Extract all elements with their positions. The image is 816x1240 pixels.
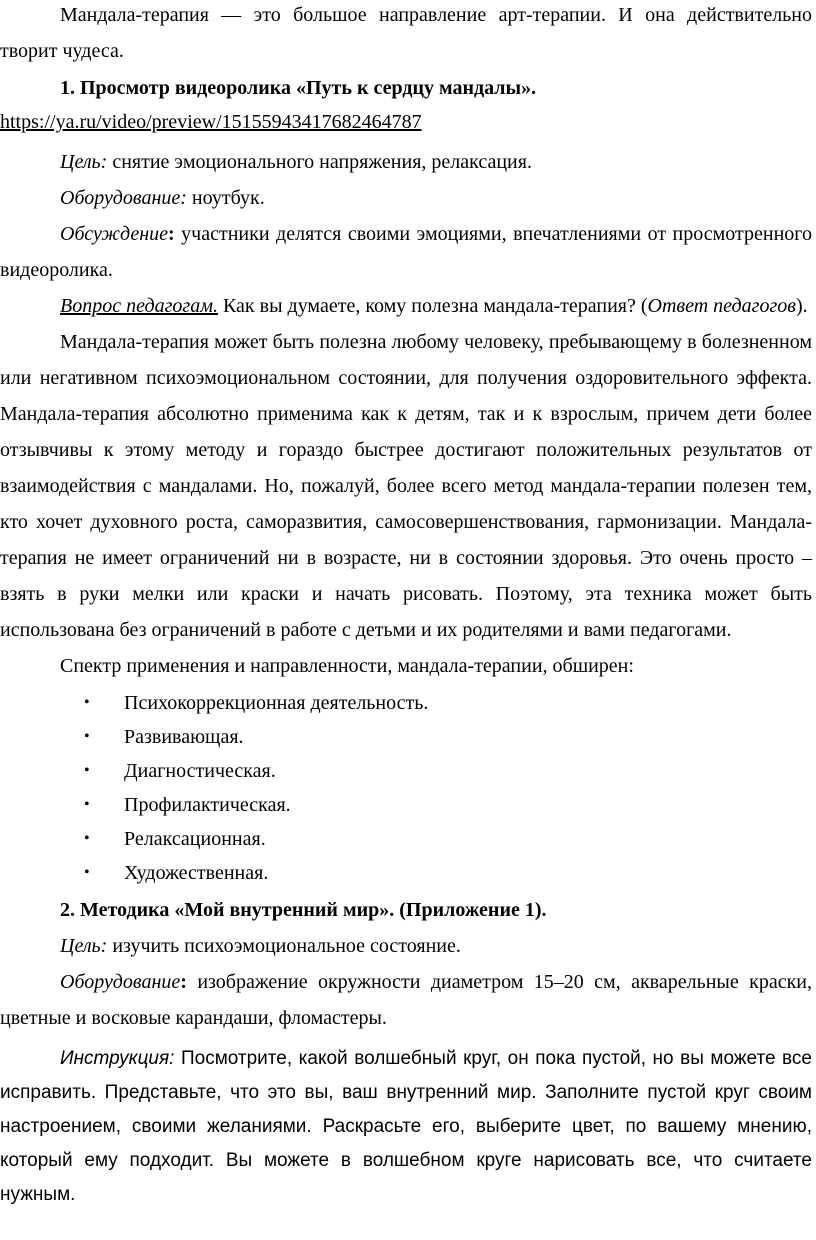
section-1-question <box>0 288 812 324</box>
spectrum-list <box>0 686 812 890</box>
goal-text: изучить психоэмоциональное состояние. <box>107 935 461 957</box>
discussion-text: участники делятся своими эмоциями, впечатлениями от просмотренного видеоролика. <box>0 223 812 281</box>
section-1-heading: 1. Просмотр видеоролика «Путь к сердцу мандалы». <box>60 77 537 99</box>
spectrum-intro: Спектр применения и направленности, мандала-терапии, обширен: <box>60 655 634 677</box>
bullet-icon: • <box>84 796 90 813</box>
section-2-heading: 2. Методика «Мой внутренний мир». (Приложение 1). <box>60 899 547 921</box>
list-item: • Художественная. <box>0 856 812 890</box>
section-1-discussion <box>0 216 812 288</box>
goal-label: Цель: <box>60 935 108 957</box>
list-item: • Развивающая. <box>0 720 812 754</box>
equipment-colon: : <box>180 971 187 993</box>
video-link[interactable]: https://ya.ru/video/preview/15155943417682464787 <box>0 111 422 133</box>
section-2-goal <box>0 928 812 964</box>
section-2-equipment <box>0 964 812 1036</box>
equipment-text: изображение окружности диаметром 15–20 см, акварельные краски, цветные и восковые карандаши, фломастеры. <box>0 971 812 1029</box>
question-label: Вопрос педагогам. <box>60 295 218 317</box>
list-item: • Диагностическая. <box>0 754 812 788</box>
equipment-label: Оборудование <box>60 971 181 993</box>
bullet-icon: • <box>84 864 90 881</box>
bullet-icon: • <box>84 728 90 745</box>
intro-paragraph: Мандала-терапия — это большое направление арт-терапии. И она действительно творит чудеса. <box>0 4 812 62</box>
equipment-text: ноутбук. <box>186 187 265 209</box>
body-paragraph: Мандала-терапия может быть полезна любому человеку, пребывающему в болезненном или негативном психоэмоциональном состоянии, для получения оздоровительного эффекта. Мандала-терапия абсолютно применима как к детям, так и к взрослым, причем дети более отзывчивы к этому методу и гораздо быстрее достигают положительных результатов от взаимодействия с мандалами. Но, пожалуй, более всего метод мандала-терапии полезен тем, кто хочет духовного роста, саморазвития, самосовершенствования, гармонизации. Мандала-терапия не имеет ограничений ни в возрасте, ни в состоянии здоровья. Это очень просто – взять в руки мелки или краски и начать рисовать. Поэтому, эта техника может быть использована без ограничений в работе с детьми и их родителями и вами педагогами. <box>0 331 812 641</box>
bullet-icon: • <box>84 830 90 847</box>
instruction-text: Посмотрите, какой волшебный круг, он пока пустой, но вы можете все исправить. Представьте, что это вы, ваш внутренний мир. Заполните пустой круг своим настроением, своими желаниями. Раскрасьте его, выберите цвет, по вашему мнению, который ему подходит. Вы можете в волшебном круге нарисовать все, что считаете нужным. <box>0 1048 812 1205</box>
instruction-label: Инструкция: <box>60 1048 175 1069</box>
goal-text: снятие эмоционального напряжения, релаксация. <box>107 151 532 173</box>
video-link-line <box>0 104 812 140</box>
list-item: • Психокоррекционная деятельность. <box>0 686 812 720</box>
bullet-icon: • <box>84 762 90 779</box>
section-1-goal <box>0 144 812 180</box>
list-item: • Релаксационная. <box>0 822 812 856</box>
bullet-icon: • <box>84 694 90 711</box>
goal-label: Цель: <box>60 151 108 173</box>
list-item: • Профилактическая. <box>0 788 812 822</box>
answer-label: Ответ педагогов <box>647 295 796 317</box>
discussion-colon: : <box>168 223 175 245</box>
equipment-label: Оборудование: <box>60 187 187 209</box>
section-2-instruction <box>0 1042 812 1212</box>
answer-close: ). <box>795 295 808 317</box>
section-1-equipment <box>0 180 812 216</box>
discussion-label: Обсуждение <box>60 223 168 245</box>
question-text: Как вы думаете, кому полезна мандала-терапия? ( <box>217 295 648 317</box>
